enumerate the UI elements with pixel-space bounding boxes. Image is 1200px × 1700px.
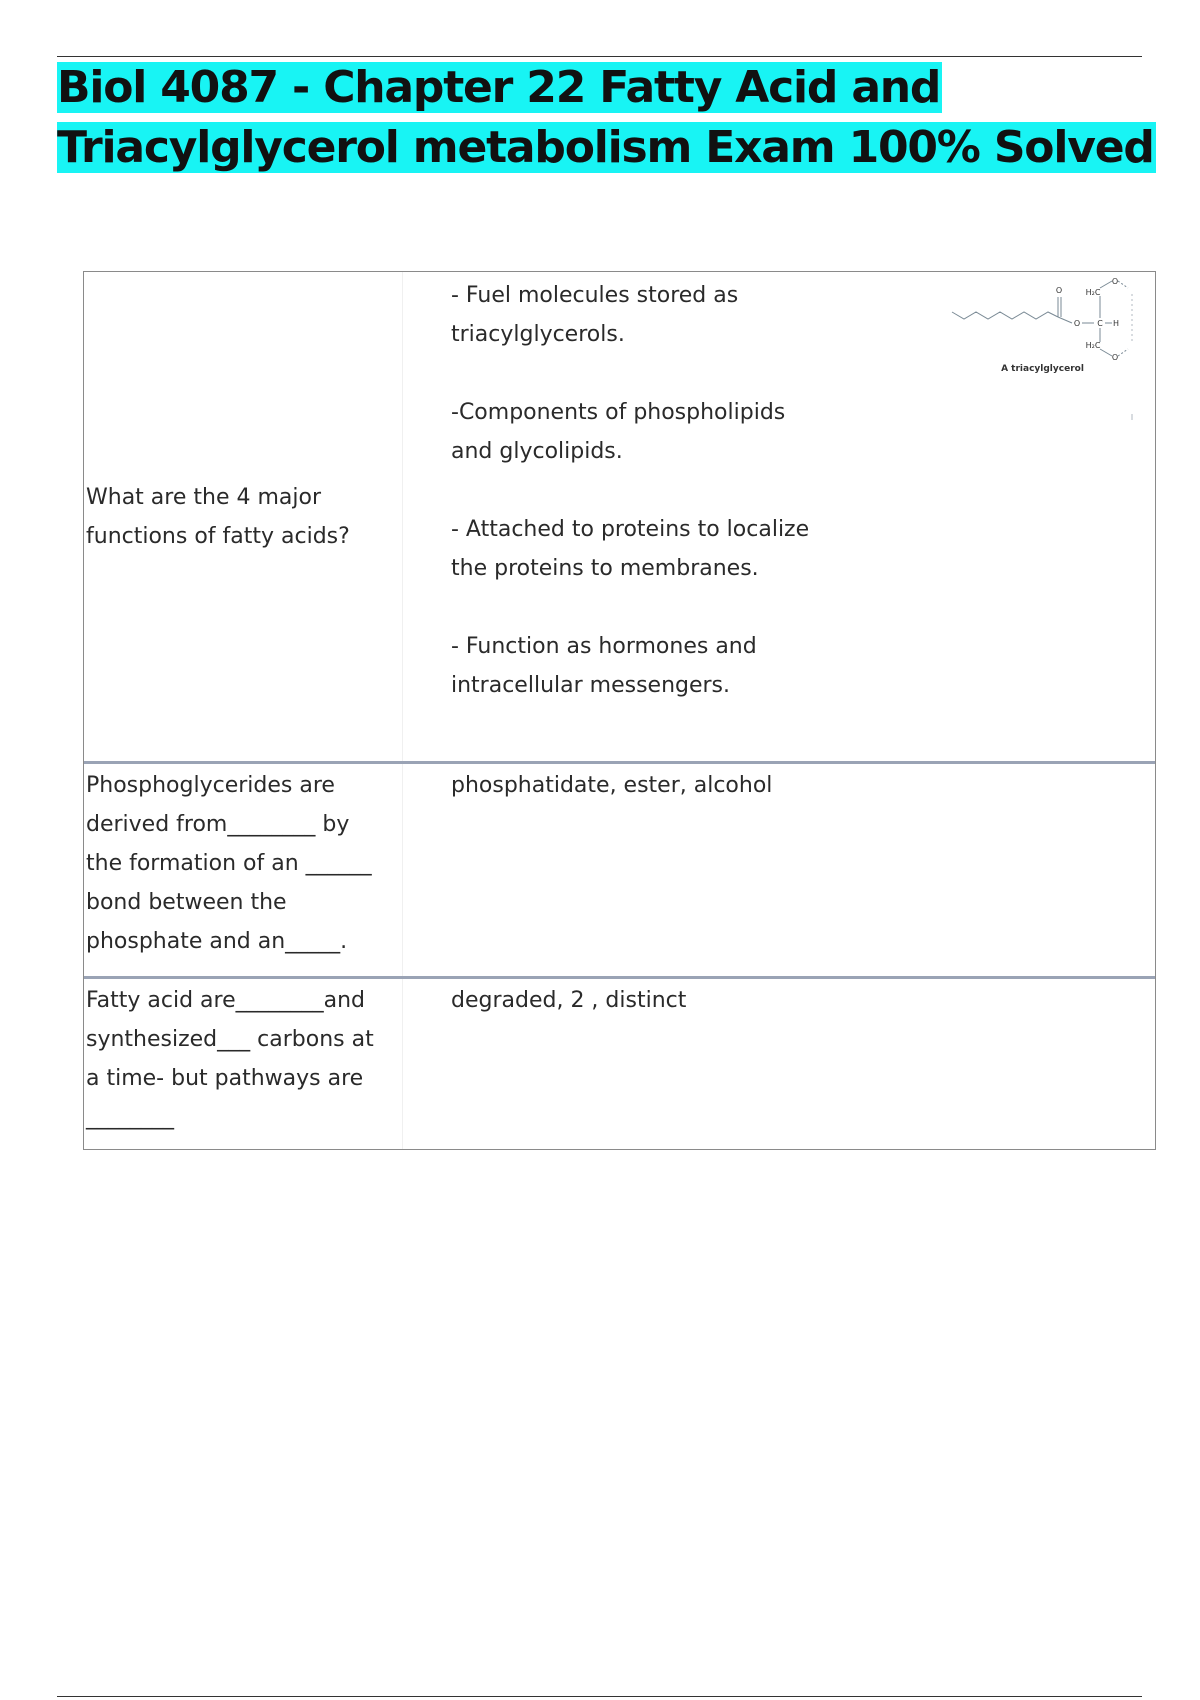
question-cell bbox=[84, 272, 403, 761]
question-cell bbox=[84, 979, 403, 1149]
document-title bbox=[57, 58, 1157, 178]
answer-item: - Attached to proteins to localize the proteins to membranes. bbox=[451, 517, 810, 581]
top-rule bbox=[57, 56, 1142, 57]
figure-label: C bbox=[1097, 319, 1103, 328]
qa-row bbox=[84, 272, 1155, 761]
title-line-2: Triacylglycerol metabolism Exam 100% Solved bbox=[57, 122, 1154, 173]
question-text: Phosphoglycerides are derived from________ by the formation of an ______ bond between the phosphate and an_____. bbox=[86, 773, 372, 954]
title-line-1: Biol 4087 - Chapter 22 Fatty Acid and bbox=[57, 62, 941, 113]
figure-label: O bbox=[1111, 277, 1119, 286]
question-text: Fatty acid are________and synthesized___ carbons at a time- but pathways are ________ bbox=[86, 988, 374, 1130]
figure-label: H₂C bbox=[1085, 288, 1101, 297]
qa-row bbox=[84, 976, 1155, 1149]
question-cell bbox=[84, 764, 403, 976]
answer-item: -Components of phospholipids and glycolipids. bbox=[451, 400, 786, 464]
figure-caption: A triacylglycerol bbox=[1001, 364, 1084, 374]
figure-label: O bbox=[1073, 319, 1081, 328]
answer-cell bbox=[403, 764, 1155, 976]
answer-text: degraded, 2 , distinct bbox=[451, 988, 687, 1013]
figure-label: H bbox=[1112, 319, 1120, 328]
figure-label: O bbox=[1055, 286, 1063, 295]
answer-text: phosphatidate, ester, alcohol bbox=[451, 773, 773, 798]
bottom-rule bbox=[57, 1696, 1142, 1697]
figure-label: O bbox=[1111, 353, 1119, 362]
qa-row bbox=[84, 761, 1155, 976]
answer-item: - Function as hormones and intracellular messengers. bbox=[451, 634, 757, 698]
answer-cell bbox=[403, 979, 1155, 1149]
triacylglycerol-structure-image bbox=[950, 274, 1135, 424]
figure-label: H₂C bbox=[1085, 341, 1101, 350]
question-text: What are the 4 major functions of fatty acids? bbox=[86, 484, 350, 549]
answer-item: - Fuel molecules stored as triacylglycerols. bbox=[451, 283, 739, 347]
triacylglycerol-structure-svg bbox=[950, 274, 1135, 424]
qa-table bbox=[83, 271, 1156, 1150]
